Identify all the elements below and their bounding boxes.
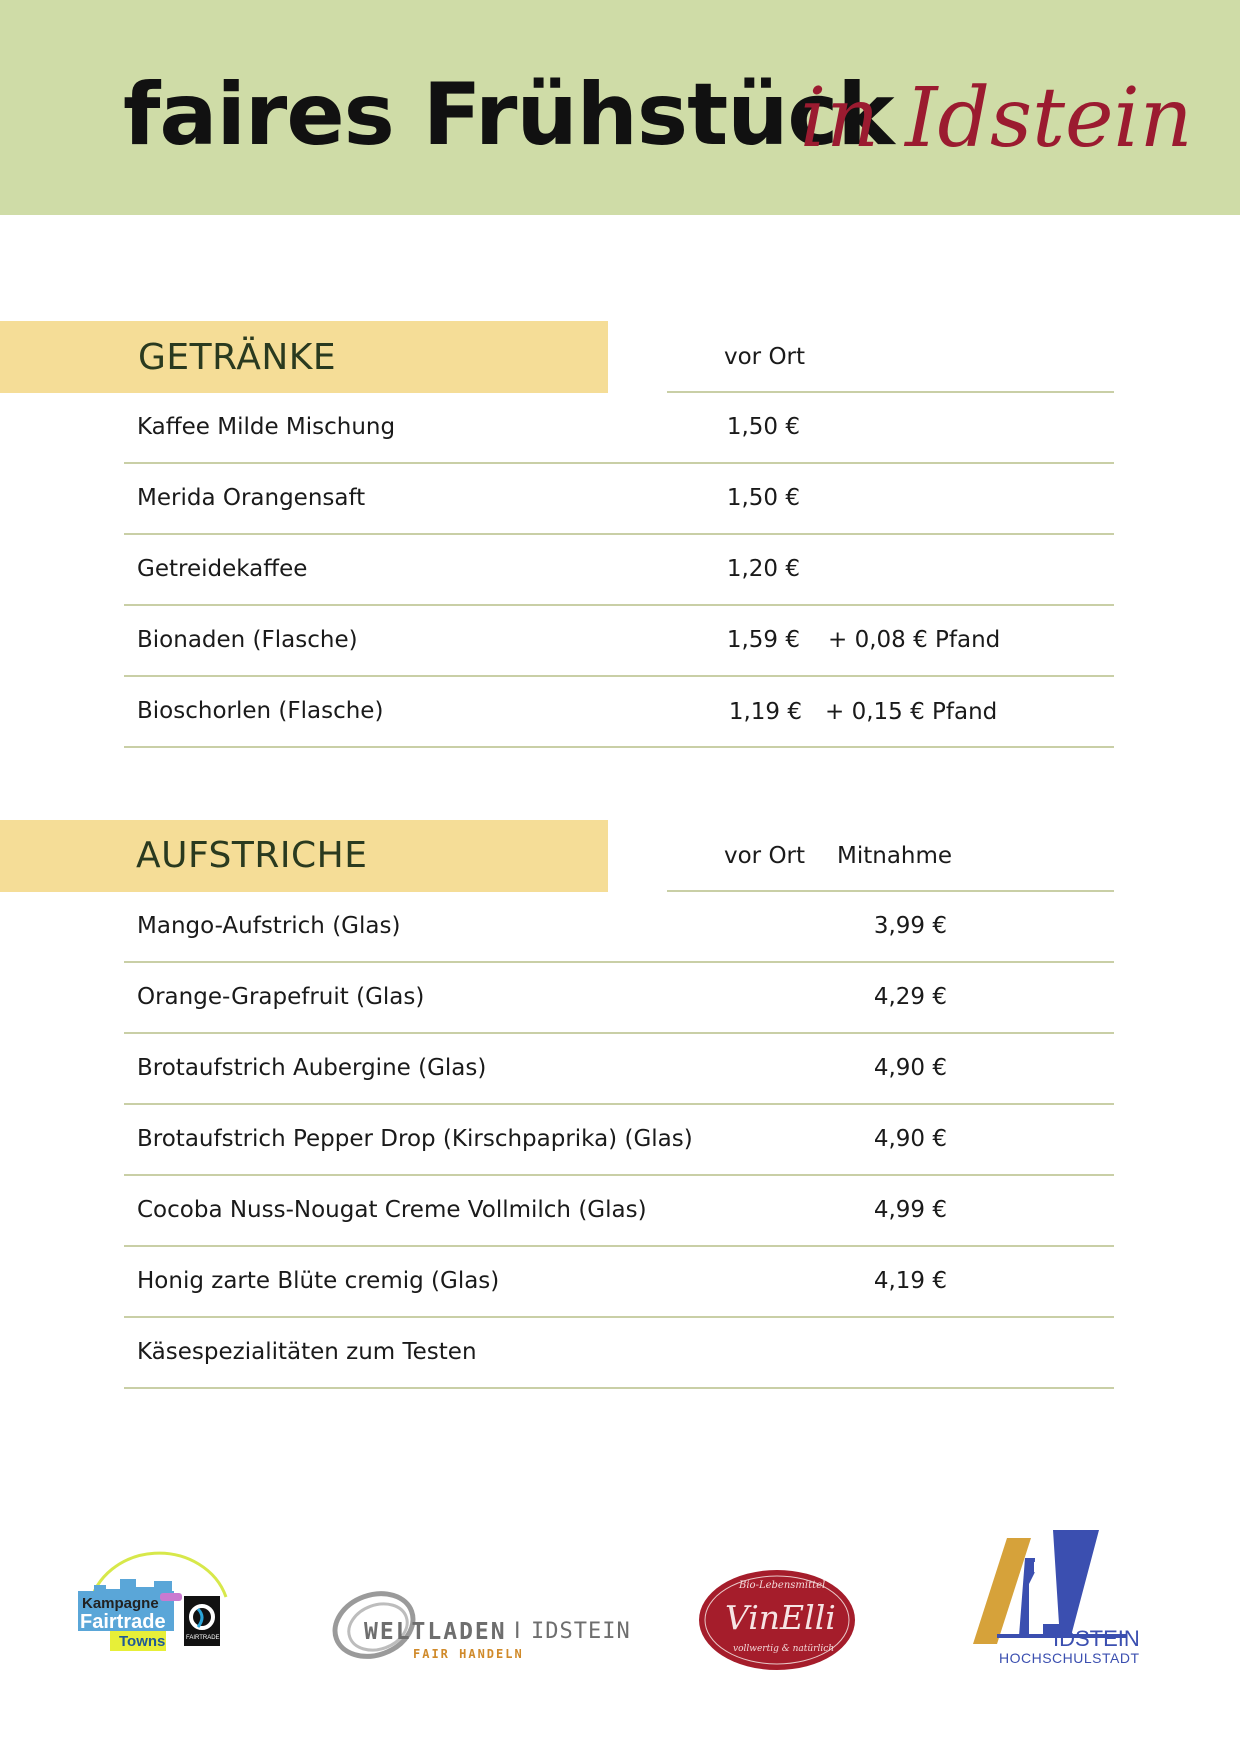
row-rule	[124, 675, 1114, 677]
row-rule	[124, 1174, 1114, 1176]
vinelli-bottom: vollwertig & natürlich	[733, 1644, 835, 1654]
aufstriche-col-vor-ort: vor Ort	[724, 843, 806, 869]
row-label: Honig zarte Blüte cremig (Glas)	[137, 1268, 500, 1294]
row-price: 3,99 €	[873, 913, 947, 939]
row-rule	[124, 961, 1114, 963]
row-pfand: + 0,08 € Pfand	[828, 627, 1001, 653]
row-label: Mango-Aufstrich (Glas)	[137, 913, 401, 939]
idstein-hochschulstadt-logo	[967, 1528, 1157, 1668]
row-label: Bioschorlen (Flasche)	[137, 698, 384, 724]
row-label: Brotaufstrich Aubergine (Glas)	[137, 1055, 487, 1081]
fairtrade-line1: Kampagne	[82, 1595, 159, 1612]
aufstriche-col-mitnahme: Mitnahme	[837, 843, 953, 869]
weltladen-city: IDSTEIN	[531, 1619, 631, 1644]
aufstriche-title: AUFSTRICHE	[136, 835, 368, 876]
idstein-name: IDSTEIN	[1053, 1626, 1140, 1651]
row-price: 4,90 €	[873, 1126, 947, 1152]
row-price: 1,50 €	[726, 414, 800, 440]
row-rule	[124, 1032, 1114, 1034]
header-banner	[0, 0, 1240, 215]
row-label: Käsespezialitäten zum Testen	[137, 1339, 477, 1365]
row-rule	[124, 533, 1114, 535]
fairtrade-towns-logo	[76, 1545, 236, 1660]
row-label: Orange-Grapefruit (Glas)	[137, 984, 425, 1010]
row-price: 1,19 €	[728, 699, 802, 725]
fairtrade-line2: Fairtrade	[80, 1611, 166, 1633]
row-rule	[124, 1387, 1114, 1389]
row-pfand: + 0,15 € Pfand	[825, 699, 998, 725]
fairtrade-badge: FAIRTRADE	[186, 1635, 220, 1641]
row-rule	[124, 1103, 1114, 1105]
row-price: 4,19 €	[873, 1268, 947, 1294]
row-price: 1,59 €	[726, 627, 800, 653]
row-price: 1,20 €	[726, 556, 800, 582]
weltladen-sub: FAIR HANDELN	[413, 1647, 524, 1661]
weltladen-sep: I	[514, 1619, 521, 1644]
row-price: 4,29 €	[873, 984, 947, 1010]
getraenke-title: GETRÄNKE	[138, 337, 337, 378]
row-rule	[124, 462, 1114, 464]
row-rule	[124, 604, 1114, 606]
weltladen-logo	[326, 1585, 631, 1670]
row-rule	[124, 1316, 1114, 1318]
row-price: 4,90 €	[873, 1055, 947, 1081]
vinelli-name: VinElli	[725, 1598, 836, 1637]
page-title-script: in Idstein	[800, 71, 1193, 166]
row-price: 1,50 €	[726, 485, 800, 511]
getraenke-col-vor-ort: vor Ort	[724, 344, 806, 370]
aufstriche-header-rule	[667, 890, 1114, 892]
row-label: Kaffee Milde Mischung	[137, 414, 396, 440]
row-label: Cocoba Nuss-Nougat Creme Vollmilch (Glas)	[137, 1197, 647, 1223]
weltladen-name: WELTLADEN	[364, 1619, 507, 1645]
row-rule	[124, 1245, 1114, 1247]
vinelli-logo	[697, 1568, 857, 1672]
page-title: faires Frühstück	[123, 65, 894, 165]
vinelli-top: Bio-Lebensmittel	[739, 1580, 826, 1591]
fairtrade-line3: Towns	[119, 1633, 166, 1650]
row-label: Bionaden (Flasche)	[137, 627, 358, 653]
idstein-sub: HOCHSCHULSTADT	[999, 1650, 1140, 1666]
row-label: Merida Orangensaft	[137, 485, 366, 511]
getraenke-header-rule	[667, 391, 1114, 393]
row-price: 4,99 €	[873, 1197, 947, 1223]
row-label: Getreidekaffee	[137, 556, 308, 582]
row-label: Brotaufstrich Pepper Drop (Kirschpaprika) (Glas)	[137, 1126, 693, 1152]
row-rule	[124, 746, 1114, 748]
